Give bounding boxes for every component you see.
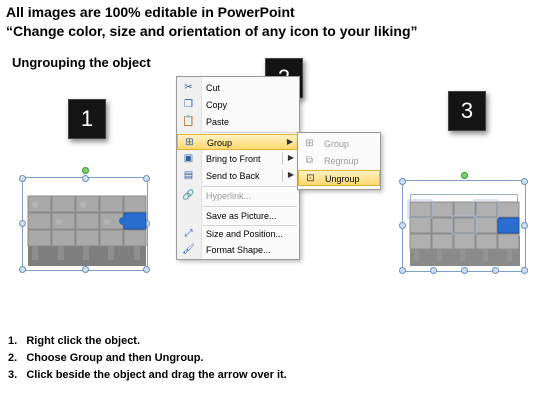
menu-item-save-as-picture[interactable]	[177, 208, 299, 224]
menu-item-label: Paste	[206, 117, 230, 127]
page-subtitle: Ungrouping the object	[12, 55, 151, 70]
menu-item-size-and-position[interactable]	[177, 226, 299, 242]
menu-item-label: Regroup	[324, 156, 359, 166]
bring-front-icon: ▣	[183, 153, 194, 164]
size-position-icon: ⤢	[184, 228, 193, 239]
submenu-arrow-icon[interactable]: ▶	[287, 170, 294, 179]
menu-item-label: Bring to Front	[206, 154, 261, 164]
menu-item-cut[interactable]	[177, 80, 299, 96]
split-divider	[282, 153, 283, 165]
regroup-icon: ⧉	[305, 155, 314, 166]
menu-item-label: Group	[324, 139, 350, 149]
hyperlink-icon: 🔗	[182, 190, 195, 201]
scissors-icon: ✂	[184, 82, 193, 93]
menu-item-group[interactable]	[177, 134, 299, 150]
instruction-text: Right click the object.	[26, 335, 141, 347]
header-editable-note: All images are 100% editable in PowerPoint	[6, 4, 295, 20]
header-change-note: “Change color, size and orientation of any icon to your liking”	[6, 23, 418, 39]
menu-separator	[203, 186, 297, 187]
ungroup-icon: ⊡	[306, 173, 315, 184]
puzzle-object-grouped[interactable]	[20, 170, 150, 270]
instruction-step-1: 1. Right click the object.	[8, 335, 141, 347]
menu-separator	[203, 206, 297, 207]
submenu-arrow-icon: ▶	[286, 137, 293, 146]
menu-item-hyperlink[interactable]	[177, 188, 299, 204]
submenu-item-group[interactable]	[298, 136, 380, 152]
send-back-icon: ▤	[183, 170, 194, 181]
menu-item-paste[interactable]	[177, 114, 299, 130]
puzzle-object-ungrouped[interactable]	[400, 172, 528, 276]
submenu-item-regroup[interactable]	[298, 153, 380, 169]
step-box-1: 1	[68, 99, 106, 139]
copy-icon: ❐	[184, 99, 193, 110]
step-box-3: 3	[448, 91, 486, 131]
menu-separator	[203, 132, 297, 133]
puzzle-image	[400, 172, 528, 276]
submenu-item-ungroup[interactable]	[298, 170, 380, 186]
menu-item-label: Cut	[206, 83, 221, 93]
instruction-list	[8, 333, 287, 384]
group-submenu	[297, 132, 381, 190]
group-icon: ⊞	[185, 137, 194, 148]
instruction-text: Choose Group and then Ungroup.	[26, 352, 204, 364]
menu-item-label: Ungroup	[325, 174, 360, 184]
puzzle-image	[20, 170, 150, 270]
menu-item-label: Format Shape...	[206, 245, 271, 255]
menu-item-label: Send to Back	[206, 171, 260, 181]
submenu-arrow-icon[interactable]: ▶	[287, 153, 294, 162]
paste-icon: 📋	[182, 116, 195, 127]
instruction-step-3: 3. Click beside the object and drag the arrow over it.	[8, 369, 287, 381]
menu-item-label: Copy	[206, 100, 228, 110]
group-icon: ⊞	[305, 138, 314, 149]
menu-item-bring-to-front[interactable]	[177, 151, 299, 167]
menu-item-label: Save as Picture...	[206, 211, 277, 221]
menu-item-copy[interactable]	[177, 97, 299, 113]
split-divider	[282, 170, 283, 182]
menu-item-format-shape[interactable]	[177, 242, 299, 258]
menu-item-label: Hyperlink...	[206, 191, 252, 201]
context-menu	[176, 76, 300, 260]
menu-item-label: Group	[207, 138, 233, 148]
instruction-step-2: 2. Choose Group and then Ungroup.	[8, 352, 204, 364]
menu-item-label: Size and Position...	[206, 229, 284, 239]
instruction-text: Click beside the object and drag the arrow over it.	[26, 369, 287, 381]
menu-item-send-to-back[interactable]	[177, 168, 299, 184]
format-shape-icon: 🖌	[182, 244, 195, 255]
